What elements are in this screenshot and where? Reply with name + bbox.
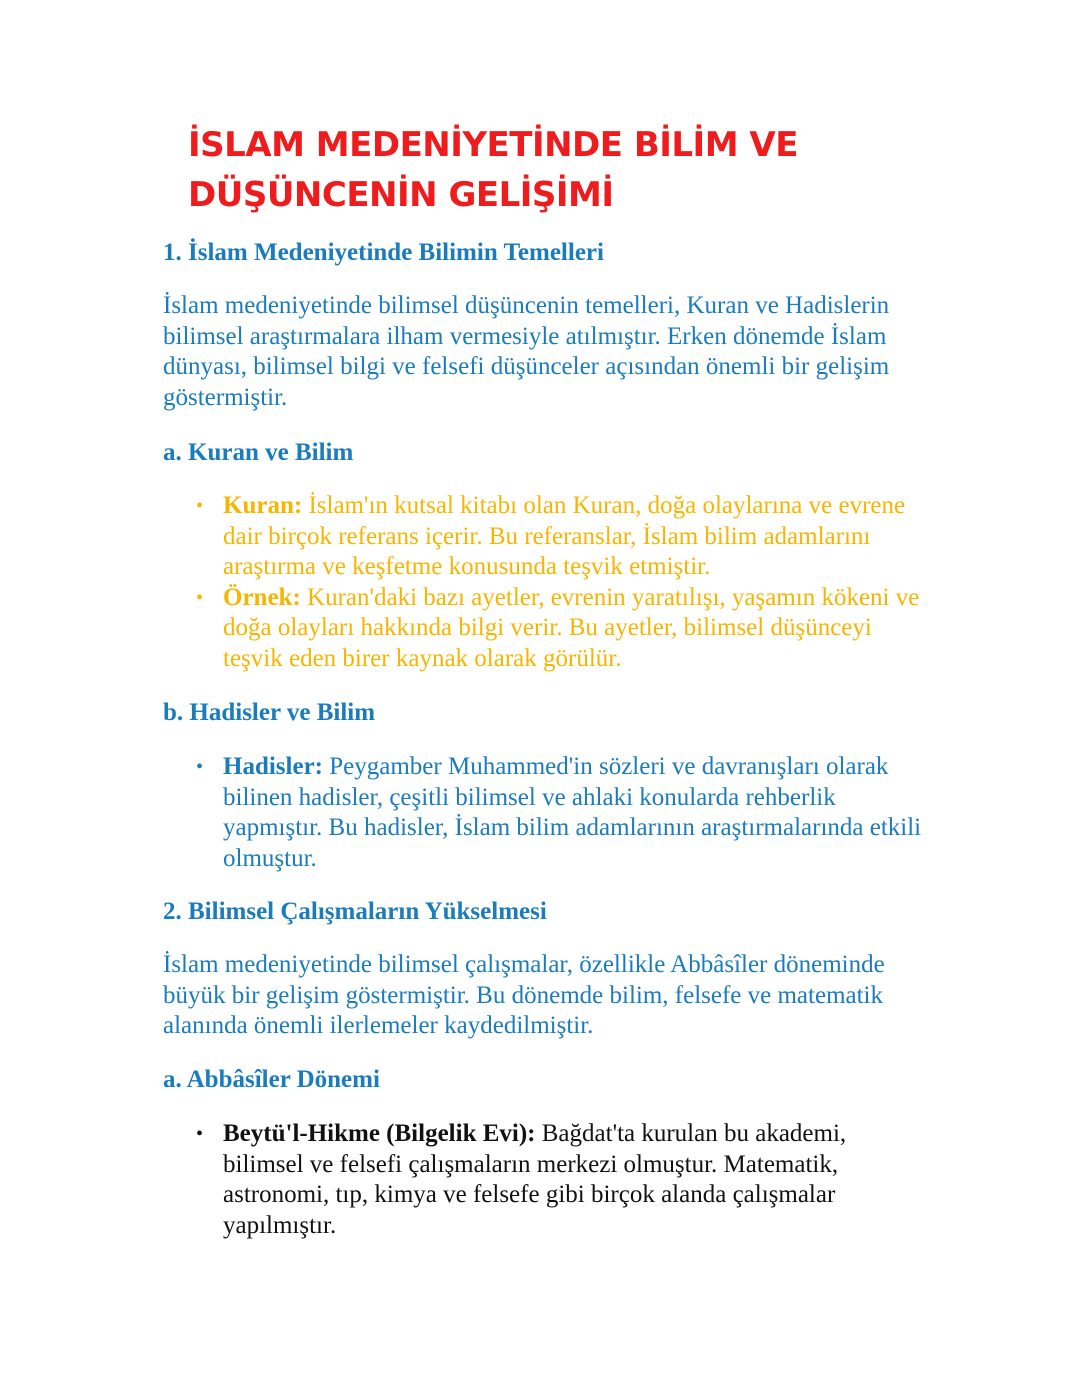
bullet-icon: •	[196, 586, 204, 609]
section-heading-bilimsel-calismalar: 2. Bilimsel Çalışmaların Yükselmesi	[163, 898, 547, 925]
list-item-text: Bağdat'ta kurulan bu akademi, bilimsel ve felsefi çalışmaların merkezi olmuştur. Matematik, astronomi, tıp, kimya ve felsefe gibi birçok alanda çalışmalar yapılmıştır.	[223, 1120, 847, 1239]
list-item-text: İslam'ın kutsal kitabı olan Kuran, doğa olaylarına ve evrene dair birçok referans içerir. Bu referanslar, İslam bilim adamlarını araştırma ve keşfetme konusunda teşvik etmiştir.	[223, 492, 906, 580]
kuran-bullet-list	[0, 491, 1080, 674]
abbasiler-bullet-list	[0, 1119, 1080, 1241]
list-item-lead: Örnek:	[223, 583, 308, 611]
section-paragraph-bilimin-temelleri: İslam medeniyetinde bilimsel düşüncenin temelleri, Kuran ve Hadislerin bilimsel araştırmalara ilham vermesiyle atılmıştır. Erken dönemde İslam dünyası, bilimsel bilgi ve felsefi düşünceler açısından önemli bir gelişim göstermiştir.	[163, 292, 890, 411]
list-item-lead: Beytü'l-Hikme (Bilgelik Evi):	[223, 1120, 542, 1147]
list-item-lead: Hadisler:	[223, 753, 330, 780]
document-title: İSLAM MEDENİYETİNDE BİLİM VE DÜŞÜNCENİN GELİŞİMİ	[188, 125, 798, 215]
list-item-text: Peygamber Muhammed'in sözleri ve davranışları olarak bilinen hadisler, çeşitli bilimsel ve ahlaki konularda rehberlik yapmıştır. Bu hadisler, İslam bilim adamlarının araştırmalarında etkili olmuştur.	[223, 753, 922, 872]
bullet-icon: •	[196, 756, 204, 778]
subsection-heading-abbasiler-donemi: a. Abbâsîler Dönemi	[163, 1066, 380, 1093]
section-paragraph-bilimsel-calismalar: İslam medeniyetinde bilimsel çalışmalar, özellikle Abbâsîler döneminde büyük bir gelişim göstermiştir. Bu dönemde bilim, felsefe ve matematik alanında önemli ilerlemeler kaydedilmiştir.	[163, 951, 885, 1039]
hadisler-bullet-list	[0, 752, 1080, 874]
list-item	[0, 583, 923, 675]
section-heading-bilimin-temelleri: 1. İslam Medeniyetinde Bilimin Temelleri	[163, 239, 604, 266]
subsection-heading-kuran-ve-bilim: a. Kuran ve Bilim	[163, 439, 354, 466]
list-item-text: Kuran'daki bazı ayetler, evrenin yaratılışı, yaşamın kökeni ve doğa olayları hakkında bilgi verir. Bu ayetler, bilimsel düşünceyi teşvik eden birer kaynak olarak görülür.	[223, 583, 920, 672]
list-item	[0, 491, 923, 583]
list-item	[0, 752, 923, 874]
list-item-lead: Kuran:	[223, 492, 309, 519]
list-item	[0, 1119, 923, 1241]
subsection-heading-hadisler-ve-bilim: b. Hadisler ve Bilim	[163, 699, 376, 726]
bullet-icon: •	[196, 1123, 204, 1145]
bullet-icon: •	[196, 495, 204, 517]
